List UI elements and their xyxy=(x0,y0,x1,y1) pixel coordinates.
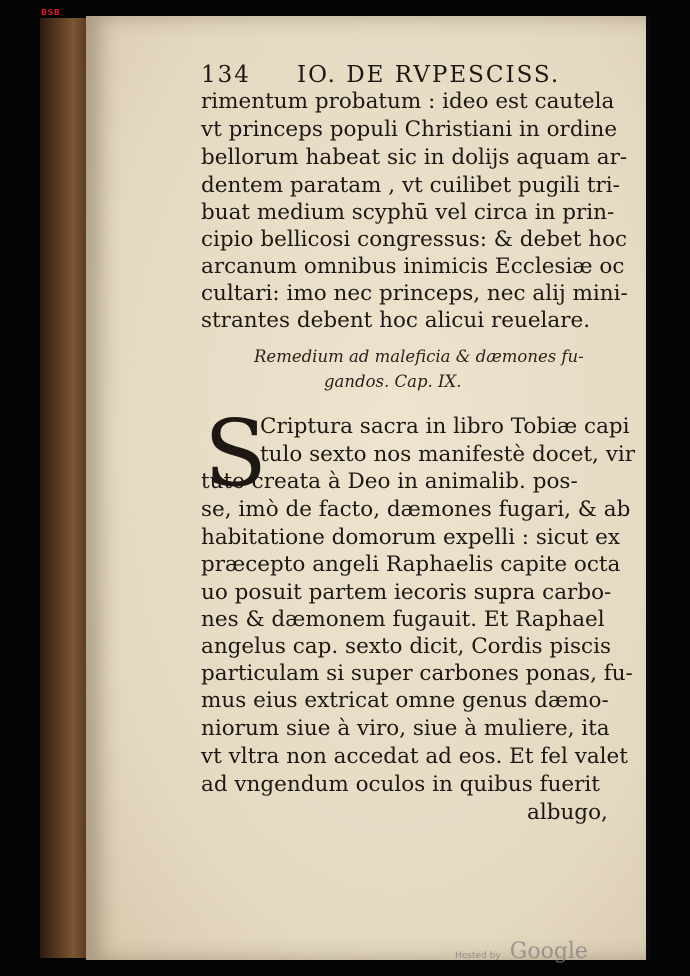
hosted-by-label: Hosted by xyxy=(455,951,501,961)
text-line: nes & dæmonem fugauit. Et Raphael xyxy=(201,607,605,632)
text-line: dentem paratam , vt cuilibet pugili tri- xyxy=(201,173,620,198)
text-line: angelus cap. sexto dicit, Cordis piscis xyxy=(201,634,612,659)
library-mark: BSB xyxy=(41,8,61,17)
text-line: strantes debent hoc alicui reuelare. xyxy=(201,308,591,333)
catchword: albugo, xyxy=(527,800,608,825)
text-line: rimentum probatum : ideo est cautela xyxy=(201,89,615,114)
chapter-heading-line-2: gandos. Cap. IX. xyxy=(324,372,462,391)
text-line: buat medium scyphū vel circa in prin- xyxy=(201,200,615,225)
text-line: vt princeps populi Christiani in ordine xyxy=(201,117,618,142)
text-line: mus eius extricat omne genus dæmo- xyxy=(201,688,609,713)
google-logo: Google xyxy=(509,939,588,964)
text-line: particulam si super carbones ponas, fu- xyxy=(201,661,633,686)
text-line: cipio bellicosi congressus: & debet hoc xyxy=(201,227,628,252)
text-line: cultari: imo nec princeps, nec alij mini- xyxy=(201,281,628,306)
text-line: ad vngendum oculos in quibus fuerit xyxy=(201,772,600,797)
text-line: niorum siue à viro, siue à muliere, ita xyxy=(201,716,610,741)
text-line: Criptura sacra in libro Tobiæ capi xyxy=(260,414,630,439)
text-line: se, imò de facto, dæmones fugari, & ab xyxy=(201,497,631,522)
page-right-edge xyxy=(646,16,650,960)
text-line: præcepto angeli Raphaelis capite octa xyxy=(201,552,621,577)
text-line: habitatione domorum expelli : sicut ex xyxy=(201,525,621,550)
text-line: tulo sexto nos manifestè docet, vir xyxy=(260,442,636,467)
chapter-heading-line-1: Remedium ad maleficia & dæmones fu- xyxy=(254,347,584,366)
text-line: bellorum habeat sic in dolijs aquam ar- xyxy=(201,145,628,170)
drop-cap: S xyxy=(204,400,268,507)
text-line: uo posuit partem iecoris supra carbo- xyxy=(201,580,612,605)
book-binding-edge xyxy=(40,18,92,958)
running-title: IO. DE RVPESCISS. xyxy=(297,62,561,88)
page-number: 134 xyxy=(201,62,251,88)
text-line: tute creata à Deo in animalib. pos- xyxy=(201,469,578,494)
text-line: arcanum omnibus inimicis Ecclesiæ oc xyxy=(201,254,625,279)
hosted-by-watermark xyxy=(455,939,588,964)
text-line: vt vltra non accedat ad eos. Et fel valet xyxy=(201,744,628,769)
